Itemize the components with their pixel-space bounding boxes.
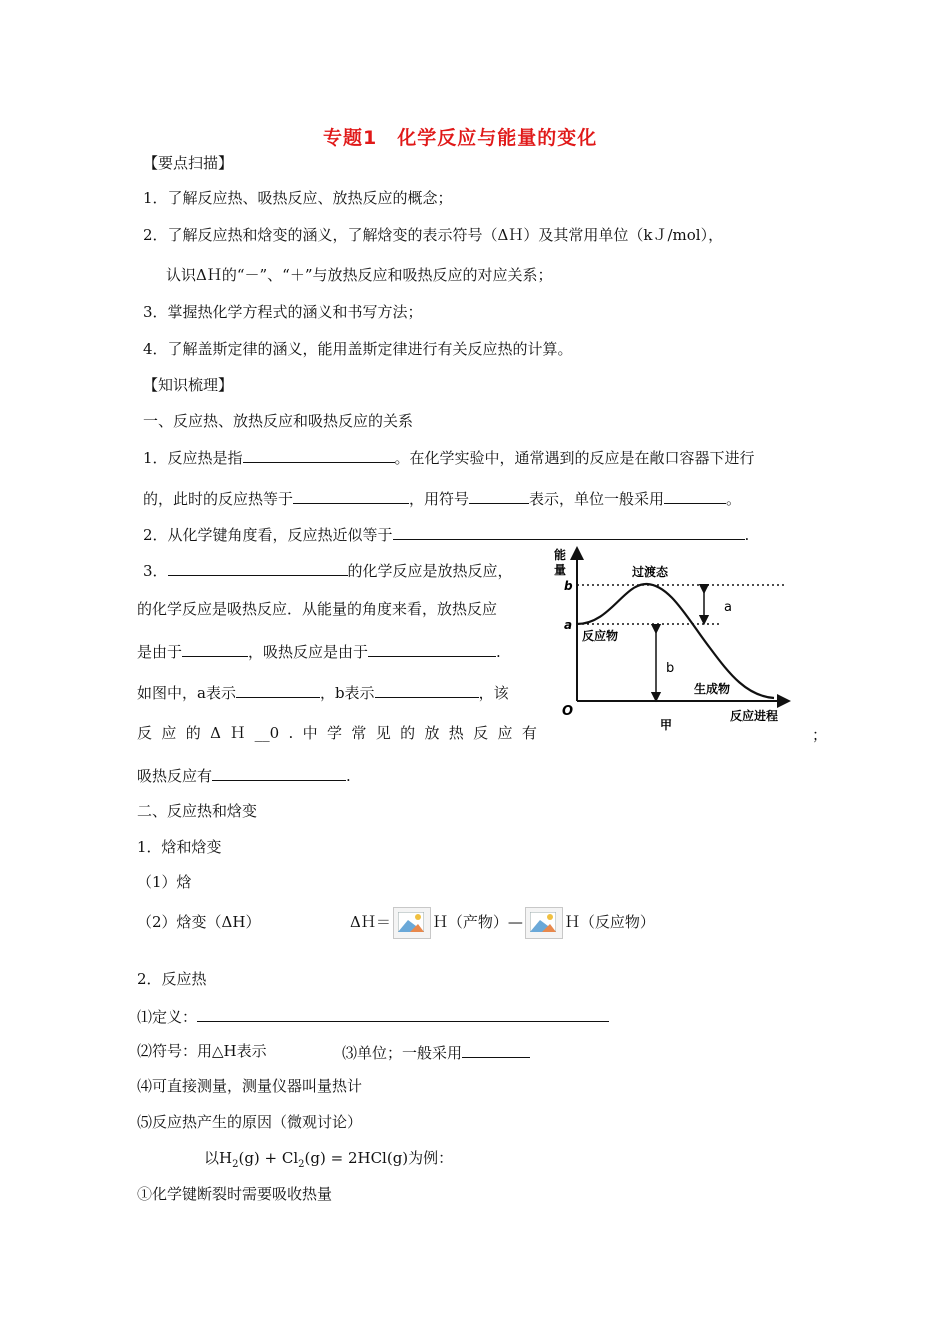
- formula-a: ΔＨ＝: [350, 913, 391, 931]
- p1-text-a: 1．反应热是指: [143, 449, 243, 467]
- product-label: 生成物: [694, 682, 731, 696]
- p3-text-e1: 如图中，a表示: [137, 684, 236, 702]
- p1-text-f: 。: [726, 490, 742, 508]
- p3-text-d2: ，吸热反应是由于: [248, 643, 369, 661]
- paragraph-3-line-6: [137, 764, 351, 786]
- item-enthalpy-change: （2）焓变（ΔH）: [137, 913, 261, 931]
- eq-part-2: (g) + Cl: [238, 1149, 299, 1167]
- p3-text-g1: 吸热反应有: [137, 767, 213, 785]
- broken-image-icon: [525, 907, 563, 939]
- energy-diagram: [552, 543, 792, 738]
- blank-13[interactable]: [462, 1041, 530, 1058]
- section-knowledge: 【知识梳理】: [143, 376, 234, 394]
- p3-text-b: 的化学反应是放热反应，: [347, 562, 513, 580]
- definition-line: [137, 1005, 609, 1027]
- p1-text-e: 表示，单位一般采用: [529, 490, 665, 508]
- arrow-a-label: a: [724, 600, 732, 615]
- eq-sub-cl2: 2: [298, 1159, 305, 1170]
- item-enthalpy: （1）焓: [137, 873, 192, 891]
- blank-5[interactable]: [393, 523, 745, 540]
- char: 反: [137, 724, 153, 742]
- key-point-3: 3．掌握热化学方程式的涵义和书写方法；: [143, 303, 423, 321]
- unit-line: [342, 1041, 530, 1063]
- char: 见: [375, 724, 391, 742]
- char: 中: [302, 724, 318, 742]
- heading-relation: 一、反应热、放热反应和吸热反应的关系: [143, 412, 414, 430]
- diagram-caption: 甲: [660, 718, 673, 732]
- p3-text-e2: ，b表示: [319, 684, 375, 702]
- symbol-line: ⑵符号：用△H表示: [137, 1042, 267, 1060]
- definition-label: ⑴定义：: [137, 1008, 198, 1026]
- char: Ｈ: [230, 724, 246, 742]
- key-point-2-cont: 认识ΔＨ的“－”、“＋”与放热反应和吸热反应的对应关系；: [166, 266, 553, 284]
- page-title: 专题1 化学反应与能量的变化: [323, 127, 598, 149]
- heading-enthalpy: 二、反应热和焓变: [137, 802, 258, 820]
- unit-label: ⑶单位；一般采用: [342, 1044, 463, 1062]
- eq-part-1: 以H: [204, 1149, 233, 1167]
- p3-text-e3: ，该: [478, 684, 509, 702]
- p1-text-b: 。在化学实验中，通常遇到的反应是在敞口容器下进行: [394, 449, 755, 467]
- p1-text-d: ，用符号: [409, 490, 470, 508]
- paragraph-2: [143, 523, 749, 545]
- paragraph-3-semicolon: ；: [812, 726, 828, 744]
- blank-3[interactable]: [469, 487, 529, 504]
- section-key-points: 【要点扫描】: [143, 154, 234, 172]
- char: 有: [521, 724, 537, 742]
- heading-reaction-heat: 2．反应热: [137, 970, 207, 988]
- broken-image-icon: [393, 907, 431, 939]
- char: 放: [424, 724, 440, 742]
- char: 的: [400, 724, 416, 742]
- char: 应: [161, 724, 177, 742]
- blank-2[interactable]: [293, 487, 409, 504]
- eq-sub-h2: 2: [232, 1159, 239, 1170]
- p3-text-d1: 是由于: [137, 643, 183, 661]
- arrow-b-label: b: [666, 661, 675, 676]
- key-point-1: 1．了解反应热、吸热反应、放热反应的概念；: [143, 189, 453, 207]
- char: 应: [497, 724, 513, 742]
- char: .: [288, 724, 294, 742]
- p2-text-b: .: [744, 526, 750, 544]
- key-point-4: 4．了解盖斯定律的涵义，能用盖斯定律进行有关反应热的计算。: [143, 340, 573, 358]
- paragraph-3-line-5: [137, 723, 537, 743]
- y-label-2: 量: [554, 563, 567, 577]
- p2-text-a: 2．从化学键角度看，反应热近似等于: [143, 526, 393, 544]
- blank-4[interactable]: [664, 487, 726, 504]
- transition-label: 过渡态: [632, 565, 669, 579]
- b-tick: b: [564, 579, 573, 593]
- formula-c: Ｈ（反应物）: [564, 913, 655, 931]
- blank-9[interactable]: [236, 681, 320, 698]
- char: Δ: [210, 724, 221, 742]
- blank-10[interactable]: [375, 681, 479, 698]
- paragraph-3-line-3: [137, 640, 501, 662]
- char: 反: [473, 724, 489, 742]
- p3-text-g2: .: [346, 767, 351, 785]
- measure-line: ⑷可直接测量，测量仪器叫量热计: [137, 1077, 363, 1095]
- blank-8[interactable]: [368, 640, 496, 657]
- eq-part-3: (g) = 2HCl(g)为例：: [304, 1149, 454, 1167]
- blank-12[interactable]: [197, 1005, 609, 1022]
- paragraph-3-line-2: 的化学反应是吸热反应．从能量的角度来看，放热反应: [137, 600, 498, 618]
- char: __0: [254, 724, 280, 742]
- p3-text-a: 3．: [143, 562, 168, 580]
- blank-1[interactable]: [243, 446, 395, 463]
- p3-text-d3: .: [496, 643, 501, 661]
- blank-11[interactable]: [212, 764, 346, 781]
- paragraph-1-line-2: [143, 487, 741, 509]
- blank-7[interactable]: [182, 640, 248, 657]
- key-point-2: 2．了解反应热和焓变的涵义，了解焓变的表示符号（ΔＨ）及其常用单位（kＪ/mol），: [143, 226, 724, 244]
- enthalpy-formula: [350, 905, 655, 939]
- paragraph-3-line-4: [137, 681, 509, 703]
- reactant-label: 反应物: [582, 629, 619, 643]
- char: 学: [327, 724, 343, 742]
- a-tick: a: [564, 618, 573, 632]
- char: 常: [351, 724, 367, 742]
- p1-text-c: 的，此时的反应热等于: [143, 490, 294, 508]
- heading-enthalpy-1: 1．焓和焓变: [137, 838, 222, 856]
- char: 的: [185, 724, 201, 742]
- cause-line: ⑸反应热产生的原因（微观讨论）: [137, 1113, 363, 1131]
- char: 热: [448, 724, 464, 742]
- example-equation: [204, 1148, 453, 1175]
- x-axis-label: 反应进程: [730, 709, 779, 723]
- origin-label: O: [562, 704, 574, 719]
- paragraph-1-line-1: [143, 446, 755, 468]
- paragraph-3-line-1: [143, 559, 513, 581]
- formula-b: Ｈ（产物）—: [432, 913, 523, 931]
- blank-6[interactable]: [168, 559, 348, 576]
- y-label-1: 能: [554, 548, 567, 562]
- bond-line: ①化学键断裂时需要吸收热量: [137, 1185, 333, 1203]
